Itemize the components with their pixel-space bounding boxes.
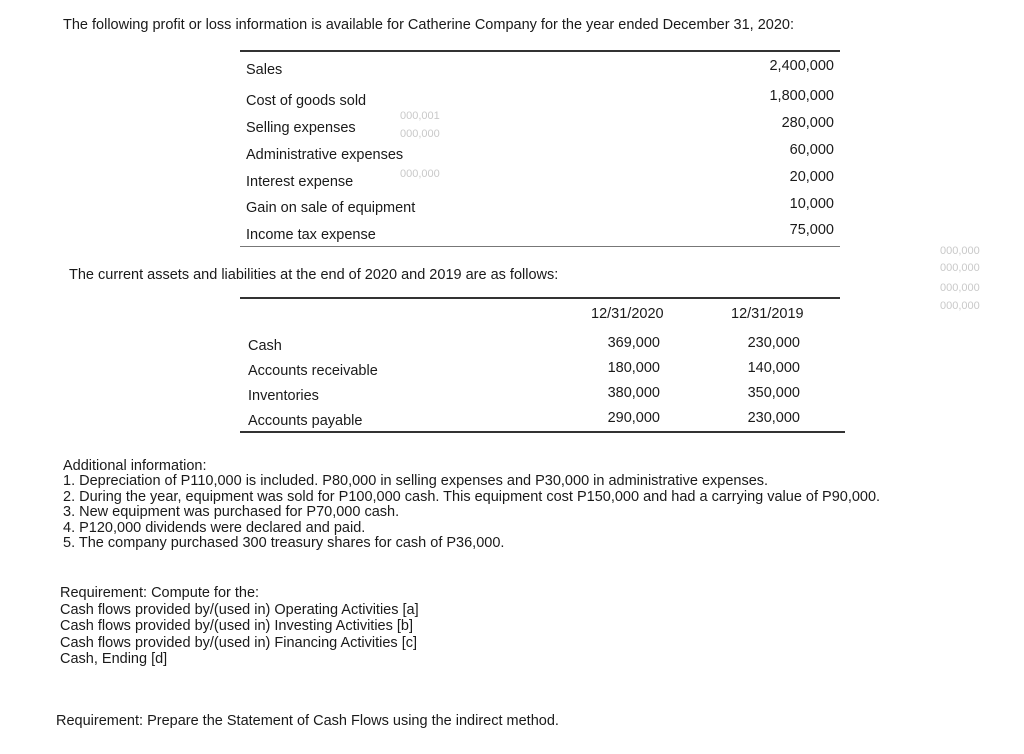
balance-label-ar: Accounts receivable	[248, 363, 378, 379]
pl-value-gain: 10,000	[789, 196, 834, 212]
additional-item: 3. New equipment was purchased for P70,000 cash.	[63, 504, 400, 521]
col-header-2020: 12/31/2020	[591, 306, 664, 322]
pl-label-cogs: Cost of goods sold	[246, 93, 367, 109]
balance-2020-cash: 369,000	[607, 335, 660, 351]
pl-label-interest: Interest expense	[246, 174, 354, 190]
balance-table-bottom-rule	[240, 431, 845, 433]
requirement-block	[60, 585, 419, 668]
pl-value-tax: 75,000	[789, 222, 834, 238]
pl-label-gain: Gain on sale of equipment	[246, 200, 416, 216]
pl-label-tax: Income tax expense	[246, 227, 376, 243]
pl-label-admin: Administrative expenses	[246, 147, 404, 163]
balance-2019-inventories: 350,000	[747, 385, 800, 401]
current-intro-text: The current assets and liabilities at the end of 2020 and 2019 are as follows:	[69, 267, 559, 283]
pl-value-selling: 280,000	[781, 115, 834, 131]
pl-value-admin: 60,000	[789, 142, 834, 158]
requirement-heading: Requirement: Compute for the:	[60, 585, 260, 601]
balance-2020-ar: 180,000	[607, 360, 660, 376]
col-header-2019: 12/31/2019	[731, 306, 804, 322]
requirement-line: Cash flows provided by/(used in) Investing Activities [b]	[60, 618, 413, 634]
pl-value-interest: 20,000	[789, 169, 834, 185]
intro-text: The following profit or loss information is available for Catherine Company for the year ended December 31, 2020:	[63, 17, 795, 33]
additional-item: 2. During the year, equipment was sold for P100,000 cash. This equipment cost P150,000 and had a carrying value of P90,000.	[63, 488, 881, 505]
additional-heading: Additional information:	[63, 458, 207, 474]
balance-label-cash: Cash	[248, 338, 282, 354]
additional-list	[63, 474, 880, 552]
requirement-line: Cash flows provided by/(used in) Operating Activities [a]	[60, 601, 419, 618]
balance-table-top-rule	[240, 297, 840, 299]
pl-label-selling: Selling expenses	[246, 120, 356, 136]
pl-value-cogs: 1,800,000	[769, 88, 834, 104]
additional-item: 1. Depreciation of P110,000 is included. P80,000 in selling expenses and P30,000 in administrative expenses.	[63, 473, 769, 489]
balance-label-inventories: Inventories	[248, 388, 319, 404]
pl-value-sales: 2,400,000	[769, 58, 834, 74]
additional-item: 5. The company purchased 300 treasury shares for cash of P36,000.	[63, 535, 505, 552]
additional-item: 4. P120,000 dividends were declared and paid.	[63, 519, 366, 536]
balance-2019-cash: 230,000	[747, 335, 800, 351]
balance-label-ap: Accounts payable	[248, 413, 363, 429]
requirement-line: Cash, Ending [d]	[60, 651, 168, 667]
pl-table-bottom-rule	[240, 246, 840, 247]
balance-2020-ap: 290,000	[607, 410, 660, 426]
requirement2-text: Requirement: Prepare the Statement of Cash Flows using the indirect method.	[56, 713, 559, 729]
pl-label-sales: Sales	[246, 62, 283, 78]
pl-table-top-rule	[240, 50, 840, 52]
balance-2020-inventories: 380,000	[607, 385, 660, 401]
balance-2019-ar: 140,000	[747, 360, 800, 376]
requirement-line: Cash flows provided by/(used in) Financing Activities [c]	[60, 634, 418, 651]
balance-2019-ap: 230,000	[747, 410, 800, 426]
